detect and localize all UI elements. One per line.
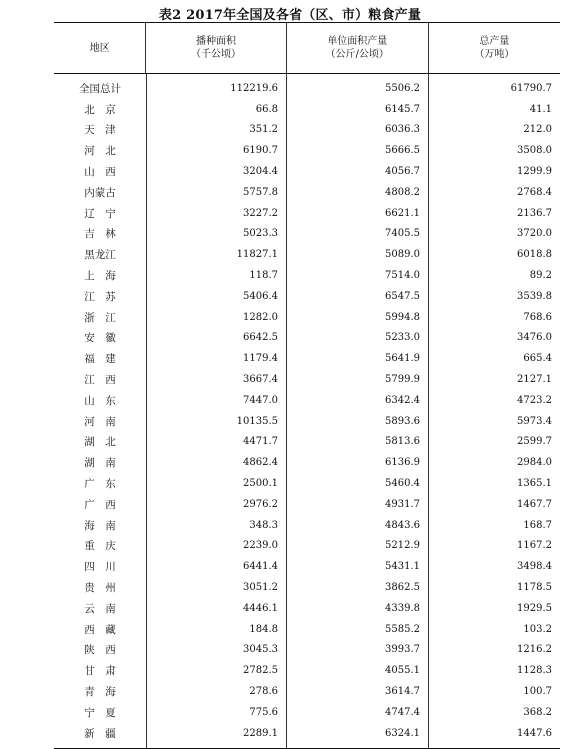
cell-output: 89.2 [529,270,552,282]
cell-region: 天 津 [84,124,116,137]
cell-area: 2976.2 [243,498,278,510]
cell-yield: 3614.7 [385,686,420,697]
table-row [54,536,560,557]
cell-yield: 6621.1 [385,207,420,219]
cell-area: 1179.4 [243,353,278,365]
cell-output: 103.2 [523,623,552,635]
table-row [54,120,560,141]
cell-output: 6018.8 [517,249,552,261]
cell-yield: 5666.5 [385,145,420,157]
cell-area: 348.3 [249,519,278,531]
cell-area: 66.8 [255,103,278,115]
cell-yield: 5994.8 [385,311,420,323]
table-header-row [54,23,560,74]
cell-yield: 5813.6 [385,436,420,448]
header-region [54,23,145,73]
cell-region: 贵 州 [84,582,116,595]
cell-area: 6190.7 [243,145,278,157]
cell-region: 内蒙古 [84,186,116,199]
cell-area: 6642.5 [243,332,278,344]
cell-region: 海 南 [84,519,116,532]
cell-yield: 5431.1 [385,561,420,573]
table-row [54,598,560,619]
cell-output: 41.1 [529,103,552,115]
cell-yield: 5233.0 [385,332,420,344]
table-row [54,328,560,349]
cell-output: 1365.1 [517,478,552,490]
cell-area: 5023.3 [243,228,278,240]
cell-output: 1467.7 [517,498,552,510]
cell-area: 2500.1 [243,478,278,490]
table-row [54,244,560,265]
cell-output: 1299.9 [517,166,552,178]
cell-area: 1282.0 [243,311,278,323]
cell-output: 2127.1 [517,374,552,386]
cell-region: 广 东 [84,478,116,491]
cell-yield: 6324.1 [385,727,420,739]
cell-output: 3476.0 [517,332,552,344]
table-title: 表2 2017年全国及各省（区、市）粮食产量 [158,8,422,23]
cell-yield: 4339.8 [385,602,420,614]
table-row [54,619,560,640]
cell-region: 宁 夏 [84,706,116,719]
table-row [54,723,560,744]
cell-region: 江 西 [84,374,116,387]
table-row [54,182,560,203]
cell-yield: 5460.4 [385,478,420,490]
cell-region: 吉 林 [84,228,116,241]
cell-region: 上 海 [84,270,116,283]
cell-output: 168.7 [523,519,552,531]
header-output-label: 总产量 [479,36,510,47]
cell-region: 安 徽 [84,332,116,345]
cell-output: 768.6 [523,311,552,323]
cell-yield: 3862.5 [385,582,420,594]
cell-region: 山 东 [84,394,116,407]
cell-output: 2136.7 [517,207,552,219]
cell-area: 6441.4 [243,561,278,573]
header-yield-label: 单位面积产量 [327,36,388,47]
cell-area: 10135.5 [236,415,278,427]
table-row [54,432,560,453]
cell-area: 2782.5 [243,665,278,677]
column-divider [428,74,429,748]
header-region-label: 地区 [89,42,110,54]
table-row [54,515,560,536]
cell-area: 4471.7 [243,436,278,448]
cell-yield: 3993.7 [385,644,420,656]
table-row [54,577,560,598]
cell-area: 118.7 [249,270,278,282]
cell-area: 2239.0 [243,540,278,552]
cell-region: 浙 江 [84,311,116,324]
cell-yield: 7514.0 [385,270,420,282]
table-row [54,99,560,120]
cell-area: 184.8 [249,623,278,635]
cell-yield: 4808.2 [385,186,420,198]
cell-region: 山 西 [84,166,116,179]
cell-region: 四 川 [84,561,116,574]
header-area-unit: （千公顷） [191,49,242,60]
cell-output: 100.7 [523,686,552,697]
cell-output: 2768.4 [517,186,552,198]
cell-output: 212.0 [523,124,552,136]
table-row [54,265,560,286]
cell-region: 广 西 [84,498,116,511]
column-divider [286,74,287,748]
cell-output: 1128.3 [517,665,552,677]
table-row [54,224,560,245]
cell-region: 河 北 [84,145,116,158]
table-row [54,348,560,369]
cell-output: 3539.8 [517,290,552,302]
cell-output: 2599.7 [517,436,552,448]
cell-region: 甘 肃 [84,665,116,678]
cell-yield: 5212.9 [385,540,420,552]
cell-yield: 4843.6 [385,519,420,531]
table-row [54,702,560,723]
cell-yield: 6145.7 [385,103,420,115]
cell-region: 青 海 [84,686,116,698]
cell-yield: 5585.2 [385,623,420,635]
cell-yield: 5506.2 [385,82,420,94]
cell-area: 2289.1 [243,727,278,739]
cell-output: 665.4 [523,353,552,365]
cell-yield: 5641.9 [385,353,420,365]
table-row [54,369,560,390]
table-row [54,640,560,661]
header-yield [286,23,428,73]
cell-region: 云 南 [84,602,116,615]
cell-region: 江 苏 [84,290,116,303]
cell-output: 2984.0 [517,457,552,469]
cell-yield: 5089.0 [385,249,420,261]
header-area [145,23,285,73]
table-row [54,494,560,515]
cell-area: 5406.4 [243,290,278,302]
column-divider [146,74,147,748]
table-row [54,681,560,702]
cell-yield: 6036.3 [385,124,420,136]
cell-area: 278.6 [249,686,278,697]
cell-region: 湖 北 [84,436,116,449]
header-output-unit: （万吨） [474,49,515,60]
cell-output: 3508.0 [517,145,552,157]
cell-output: 3498.4 [517,561,552,573]
cell-yield: 6342.4 [385,394,420,406]
cell-area: 4862.4 [243,457,278,469]
cell-region: 河 南 [84,415,116,428]
header-yield-unit: （公斤/公顷） [325,49,389,60]
cell-yield: 4931.7 [385,498,420,510]
table-row [54,660,560,681]
table-rows [54,74,560,748]
cell-region: 陕 西 [84,644,116,657]
cell-area: 4446.1 [243,602,278,614]
grain-output-table [54,22,560,749]
table-row [54,390,560,411]
table-row [54,452,560,473]
table-row [54,161,560,182]
table-row [54,556,560,577]
cell-area: 3667.4 [243,374,278,386]
cell-output: 61790.7 [510,82,552,94]
cell-region: 黑龙江 [84,249,116,262]
cell-output: 4723.2 [517,394,552,406]
cell-area: 3204.4 [243,166,278,178]
cell-yield: 4747.4 [385,706,420,718]
cell-area: 351.2 [249,124,278,136]
table-body [54,74,560,748]
cell-yield: 6136.9 [385,457,420,469]
table-row [54,307,560,328]
cell-area: 3045.3 [243,644,278,656]
table-row [54,78,560,99]
cell-yield: 5893.6 [385,415,420,427]
table-row [54,411,560,432]
cell-output: 3720.0 [517,228,552,240]
cell-output: 1167.2 [517,540,552,552]
cell-region: 全国总计 [79,82,121,95]
cell-output: 1447.6 [517,727,552,739]
cell-area: 3227.2 [243,207,278,219]
cell-region: 北 京 [84,103,116,116]
table-row [54,203,560,224]
cell-region: 重 庆 [84,540,116,553]
cell-output: 1216.2 [517,644,552,656]
cell-yield: 4055.1 [385,665,420,677]
cell-yield: 7405.5 [385,228,420,240]
cell-output: 368.2 [523,706,552,718]
cell-area: 11827.1 [236,249,278,261]
cell-output: 5973.4 [517,415,552,427]
cell-yield: 6547.5 [385,290,420,302]
cell-region: 福 建 [84,353,116,366]
table-row [54,140,560,161]
header-output [428,23,560,73]
cell-region: 辽 宁 [84,207,116,220]
cell-area: 112219.6 [230,82,278,94]
cell-region: 西 藏 [84,623,116,636]
cell-output: 1929.5 [517,602,552,614]
header-area-label: 播种面积 [196,36,237,47]
cell-output: 1178.5 [517,582,552,594]
cell-yield: 5799.9 [385,374,420,386]
cell-region: 湖 南 [84,457,116,470]
table-row [54,473,560,494]
cell-area: 5757.8 [243,186,278,198]
cell-area: 3051.2 [243,582,278,594]
cell-area: 7447.0 [243,394,278,406]
table-row [54,286,560,307]
cell-region: 新 疆 [84,727,116,740]
cell-area: 775.6 [249,706,278,718]
cell-yield: 4056.7 [385,166,420,178]
